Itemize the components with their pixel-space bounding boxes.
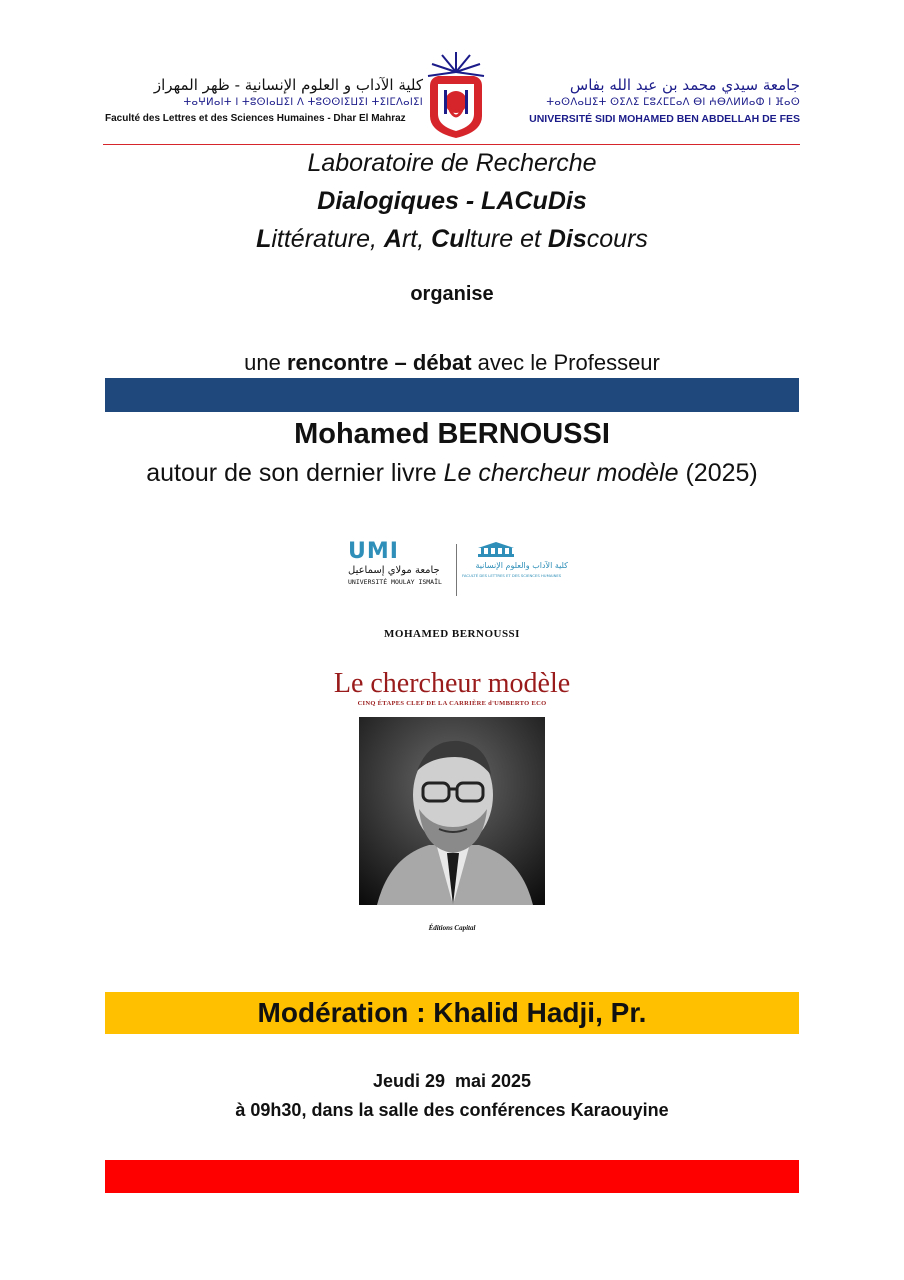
red-band xyxy=(105,1160,799,1193)
book-line xyxy=(0,459,904,488)
lab-word-culture: lture et xyxy=(464,225,548,253)
blue-band xyxy=(105,378,799,412)
university-emblem-icon xyxy=(424,46,488,140)
faculty-tifinagh-name: ⵜⴰⵖⵍⴰⵏⵜ ⵏ ⵜⵓⵙⵏⴰⵡⵉⵏ ⴷ ⵜⵓⵙⵙⵏⵉⵡⵉⵏ ⵜⵉⵏⵎⴷⴰⵏⵉⵏ xyxy=(183,97,423,108)
lab-word-discours: cours xyxy=(586,225,648,253)
event-date: Jeudi 29 mai 2025 xyxy=(372,1071,532,1091)
lab-word-art: rt, xyxy=(401,225,432,253)
university-arabic-name: جامعة سيدي محمد بن عبد الله بفاس xyxy=(569,76,800,94)
lab-initial-cu: Cu xyxy=(431,225,465,253)
event-time-place: à 09h30, dans la salle des conférences Karaouyine xyxy=(235,1100,669,1120)
flsh-building-icon xyxy=(476,542,516,558)
author-portrait-photo xyxy=(359,717,545,905)
book-line-pre: autour de son dernier livre xyxy=(146,459,444,487)
organise-label: organise xyxy=(410,283,494,305)
faculty-arabic-name: كلية الآداب و العلوم الإنسانية - ظهر المهراز xyxy=(153,76,423,94)
cover-author: MOHAMED BERNOUSSI xyxy=(384,628,520,640)
logo-separator xyxy=(456,544,457,596)
lab-initial-dis: Dis xyxy=(547,225,587,253)
university-header-block xyxy=(490,76,800,127)
book-year: (2025) xyxy=(678,459,758,487)
moderation-line: Modération : Khalid Hadji, Pr. xyxy=(257,997,647,1028)
meeting-line xyxy=(0,350,904,376)
cover-publisher: Éditions Capital xyxy=(428,924,476,932)
lab-initial-l: L xyxy=(256,225,272,253)
umi-arabic-name: جامعة مولاي إسماعيل xyxy=(348,565,440,576)
flsh-arabic-name: كلية الآداب والعلوم الإنسانية xyxy=(475,561,568,570)
university-french-name: UNIVERSITÉ SIDI MOHAMED BEN ABDELLAH DE FES xyxy=(529,113,800,125)
cover-subtitle: CINQ ÉTAPES CLEF DE LA CARRIÈRE d'UMBERTO ECO xyxy=(357,700,547,707)
umi-french-name: UNIVERSITÉ MOULAY ISMAÏL xyxy=(348,578,442,586)
meeting-post: avec le Professeur xyxy=(471,350,660,375)
professor-name: Mohamed BERNOUSSI xyxy=(294,418,610,450)
flsh-french-name: FACULTÉ DES LETTRES ET DES SCIENCES HUMAINES xyxy=(462,573,562,578)
university-tifinagh-name: ⵜⴰⵙⴷⴰⵡⵉⵜ ⵙⵉⴷⵉ ⵎⵓⵃⵎⵎⴰⴷ ⴱⵏ ⵄⴱⴷⵍⵍⴰⵀ ⵏ ⴼⴰⵙ xyxy=(546,97,800,108)
lab-word-litterature: ittérature, xyxy=(271,225,384,253)
lab-initial-a: A xyxy=(383,225,402,253)
umi-logo: UMI xyxy=(348,539,399,564)
meeting-type: rencontre – débat xyxy=(286,350,472,375)
lab-title-line2 xyxy=(0,183,904,220)
lab-title-line1: Laboratoire de Recherche xyxy=(307,149,597,177)
cover-title: Le chercheur modèle xyxy=(333,668,571,699)
meeting-pre: une xyxy=(244,350,287,375)
faculty-french-name: Faculté des Lettres et des Sciences Humaines - Dhar El Mahraz xyxy=(105,113,406,124)
book-title: Le chercheur modèle xyxy=(443,459,679,487)
cover-logos xyxy=(348,540,568,600)
lab-acronym: Dialogiques - LACuDis xyxy=(317,187,587,215)
faculty-header-block xyxy=(105,76,423,127)
lab-title-line3 xyxy=(0,221,904,258)
